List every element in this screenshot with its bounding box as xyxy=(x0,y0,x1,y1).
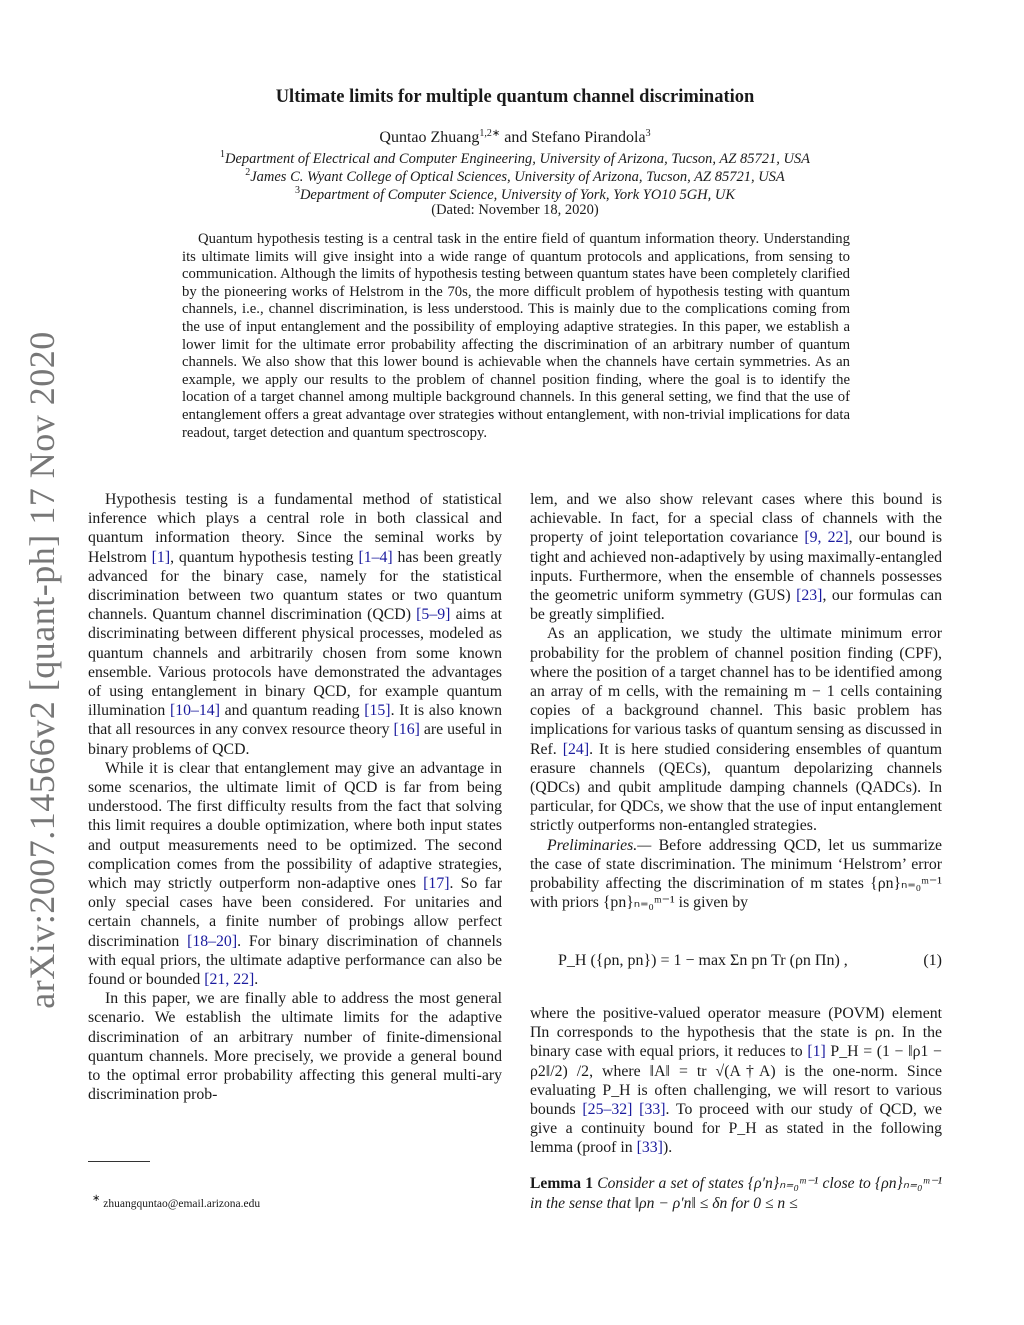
paragraph-continued: lem, and we also show relevant cases where this bound is achievable. In fact, for a special class of channels with the property of joint teleportation covariance [9, 22], our bound is tight and achieved non-adaptively by using maximally-entangled inputs. Furthermore, when the ensemble of channels possesses the geometric uniform symmetry (GUS) [23], our formulas can be greatly simplified. xyxy=(530,491,942,624)
equation-body: P_H ({ρn, pn}) = 1 − max Σn pn Tr (ρn Πn) , xyxy=(558,952,848,969)
arxiv-id: arXiv:2007.14566v2 [quant-ph] 17 Nov 2020 xyxy=(22,331,62,1009)
paragraph-difficulty: While it is clear that entanglement may give an advantage in some scenarios, the ultimate limit of QCD is far from being understood. The first difficulty results from the fact that solving this limit requires a double optimization, where both input states and output measurements need to be optimized. The second complication comes from the possibility of adaptive strategies, which may strictly outperform non-adaptive ones [17]. So far only special cases have been considered. For unitaries and certain channels, a finite number of probings allow perfect discrimination [18–20]. For binary discrimination of channels with equal priors, the ultimate adaptive performance can also be found or bounded [21, 22]. xyxy=(88,759,502,989)
lemma-label: Lemma 1 xyxy=(530,1175,594,1192)
author-1: Quntao Zhuang xyxy=(379,129,480,146)
footnote-divider xyxy=(88,1161,150,1162)
equation-1 xyxy=(530,952,942,992)
citation-link[interactable]: [24] xyxy=(562,740,590,758)
affiliation-3: $^3$Department of Computer Science, University of York, York YO10 5GH, UK xyxy=(294,185,736,203)
author-2-affiliation-mark: 3 xyxy=(645,128,651,139)
paper-title: Ultimate limits for multiple quantum channel discrimination xyxy=(275,87,755,107)
right-column-bottom xyxy=(530,1004,942,1158)
right-column-top xyxy=(530,490,942,912)
footnote-email[interactable]: zhuangquntao@email.arizona.edu xyxy=(103,1198,261,1210)
citation-link[interactable]: [10–14] xyxy=(169,702,220,720)
citation-link[interactable]: [21, 22] xyxy=(204,971,255,989)
paragraph-intro: Hypothesis testing is a fundamental method of statistical inference which plays a central role in both classical and quantum information theory. Since the seminal works by Helstrom [1], quantum hypothesis testing [1–4] has been greatly advanced for the binary case, namely for the statistical discrimination between two quantum states or two quantum channels. Quantum channel discrimination (QCD) [5–9] aims at discriminating between different physical processes, modeled as quantum channels and arbitrarily chosen from some known ensemble. Various protocols have demonstrated the advantages of using entanglement in binary QCD, for example quantum illumination [10–14] and quantum reading [15]. It is also known that all resources in any convex resource theory [16] are useful in binary problems of QCD. xyxy=(88,491,502,758)
citation-link[interactable]: [1] xyxy=(807,1043,826,1061)
lemma-text: Consider a set of states {ρ′n}ₙ₌₀ᵐ⁻¹ close to {ρn}ₙ₌₀ᵐ⁻¹ in the sense that ‖ρn − ρ′n‖ ≤ δn for 0 ≤ n ≤ xyxy=(530,1175,943,1212)
citation-link[interactable]: [15] xyxy=(364,702,391,720)
date-line: (Dated: November 18, 2020) xyxy=(431,202,599,218)
paragraph-preliminaries: Preliminaries.— Before addressing QCD, let us summarize the case of state discrimination. The minimum ‘Helstrom’ error probability affecting the discrimination of m states {ρn}ₙ₌₀ᵐ⁻¹ with priors {pn}ₙ₌₀ᵐ⁻¹ is given by xyxy=(530,836,942,912)
citation-link[interactable]: [1] xyxy=(151,548,171,566)
equation-number: (1) xyxy=(923,952,942,969)
citation-link[interactable]: [18–20] xyxy=(187,932,238,950)
citation-link[interactable]: [25–32] [33] xyxy=(582,1101,666,1119)
citation-link[interactable]: [5–9] xyxy=(416,606,451,624)
paragraph-povm: where the positive-valued operator measure (POVM) element Πn corresponds to the hypothesis that the state is ρn. In the binary case with equal priors, it reduces to [1] P_H = (1 − ‖ρ1 − ρ2‖/2) /2, where ‖A‖ = tr √(A†A) is the one-norm. Since evaluating P_H is often challenging, we will resort to various bounds [25–32] [33]. To proceed with our study of QCD, we give a continuity bound for P_H as stated in the following lemma (proof in [33]). xyxy=(530,1005,942,1157)
paragraph-contribution: In this paper, we are finally able to address the most general scenario. We establish the ultimate limits for the adaptive discrimination of an arbitrary number of finite-dimensional quantum channels. More precisely, we provide a general bound to the optimal error probability affecting this general multi-ary discrimination prob- xyxy=(88,990,502,1104)
author-2: and Stefano Pirandola xyxy=(500,129,646,146)
citation-link[interactable]: [17] xyxy=(423,875,450,893)
citation-link[interactable]: [16] xyxy=(393,721,420,739)
citation-link[interactable]: [33] xyxy=(636,1139,663,1157)
author-1-affiliation-mark: 1,2∗ xyxy=(479,128,501,139)
citation-link[interactable]: [23] xyxy=(796,587,823,605)
citation-link[interactable]: [9, 22] xyxy=(804,529,849,547)
footnote xyxy=(92,1193,260,1210)
citation-link[interactable]: [1–4] xyxy=(358,548,393,566)
affiliation-2: $^2$James C. Wyant College of Optical Sciences, University of Arizona, Tucson, AZ 85721, USA xyxy=(245,167,785,185)
paragraph-application: As an application, we study the ultimate minimum error probability for the problem of channel position finding (CPF), where the position of a target channel has to be identified among an array of m cells, with the remaining m − 1 cells containing copies of a background channel. This basic problem has implications for various tasks of quantum sensing as discussed in Ref. [24]. It is here studied considering ensembles of quantum erasure channels (QECs), quantum depolarizing channels (QDCs) and qubit amplitude damping channels (QADCs). In particular, for QDCs, we show that the use of input entanglement strictly outperforms non-entangled strategies. xyxy=(530,625,942,835)
left-column xyxy=(88,490,502,1105)
arxiv-sidebar-stamp xyxy=(12,330,72,1010)
abstract: Quantum hypothesis testing is a central task in the entire field of quantum information theory. Understanding its ultimate limits will give insight into a wide range of quantum protocols and applications, from sensing to communication. Although the limits of hypothesis testing between quantum states have been completely clarified by the pioneering works of Helstrom in the 70s, the more difficult problem of hypothesis testing with quantum channels, i.e., channel discrimination, is less understood. This is mainly due to the complications coming from the use of input entanglement and the possibility of employing adaptive strategies. In this paper, we establish a lower limit for the ultimate error probability affecting the discrimination of an arbitrary number of quantum channels. We also show that this lower bound is achievable when the channels have certain symmetries. As an example, we apply our results to the problem of channel position finding, where the goal is to identify the location of a target channel among multiple background channels. In this general setting, we find that the use of entanglement offers a great advantage over strategies without entanglement, with non-trivial implications for data readout, target detection and quantum spectroscopy. xyxy=(182,231,850,441)
section-label: Preliminaries.— xyxy=(547,836,652,854)
footnote-mark: ∗ xyxy=(92,1193,101,1204)
lemma-1 xyxy=(530,1174,942,1213)
affiliation-1: $^1$Department of Electrical and Computer Engineering, University of Arizona, Tucson, AZ 85721, USA xyxy=(219,149,811,167)
author-line xyxy=(0,128,1024,147)
